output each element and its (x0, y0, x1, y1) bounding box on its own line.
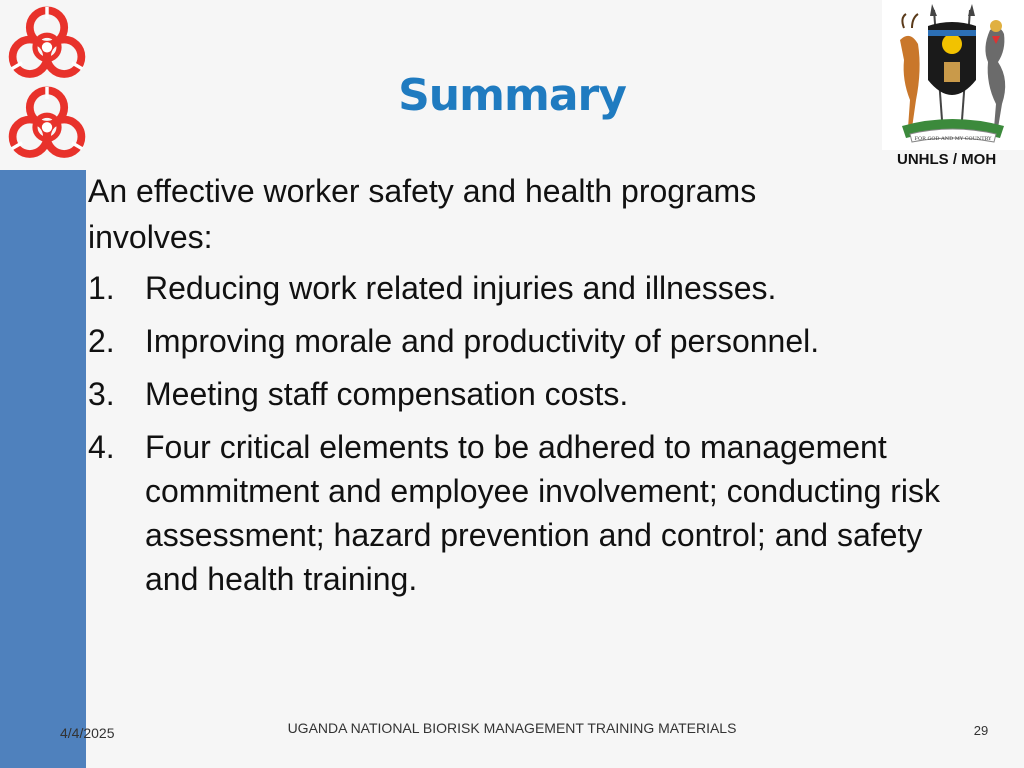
crest-motto: FOR GOD AND MY COUNTRY (914, 136, 992, 142)
footer-title: UGANDA NATIONAL BIORISK MANAGEMENT TRAINING MATERIALS (287, 720, 737, 736)
list-item (88, 372, 978, 416)
list-item-text: Meeting staff compensation costs. (145, 376, 629, 412)
crest-label: UNHLS / MOH (897, 151, 997, 168)
biohazard-icon (0, 0, 94, 86)
coat-of-arms (882, 0, 1024, 150)
summary-list (88, 266, 978, 610)
list-item-text: Improving morale and productivity of personnel. (145, 323, 820, 359)
list-item-number: 3. (88, 376, 115, 412)
list-item (88, 425, 978, 601)
list-item-number: 2. (88, 323, 115, 359)
list-item (88, 319, 978, 363)
list-item-number: 4. (88, 429, 115, 465)
list-item (88, 266, 978, 310)
uganda-coat-of-arms-icon (882, 0, 1024, 150)
page-title: Summary (398, 70, 626, 121)
list-item-number: 1. (88, 270, 115, 306)
list-item-text: Reducing work related injuries and illnesses. (145, 270, 777, 306)
footer-date: 4/4/2025 (60, 725, 115, 741)
list-item-text: Four critical elements to be adhered to management commitment and employee involvement; conducting risk assessment; hazard prevention and control; and safety and health training. (145, 429, 941, 597)
left-accent-bar (0, 170, 86, 768)
page-number: 29 (973, 723, 989, 738)
biohazard-icon (0, 80, 94, 166)
intro-text: An effective worker safety and health programs involves: (88, 173, 757, 255)
